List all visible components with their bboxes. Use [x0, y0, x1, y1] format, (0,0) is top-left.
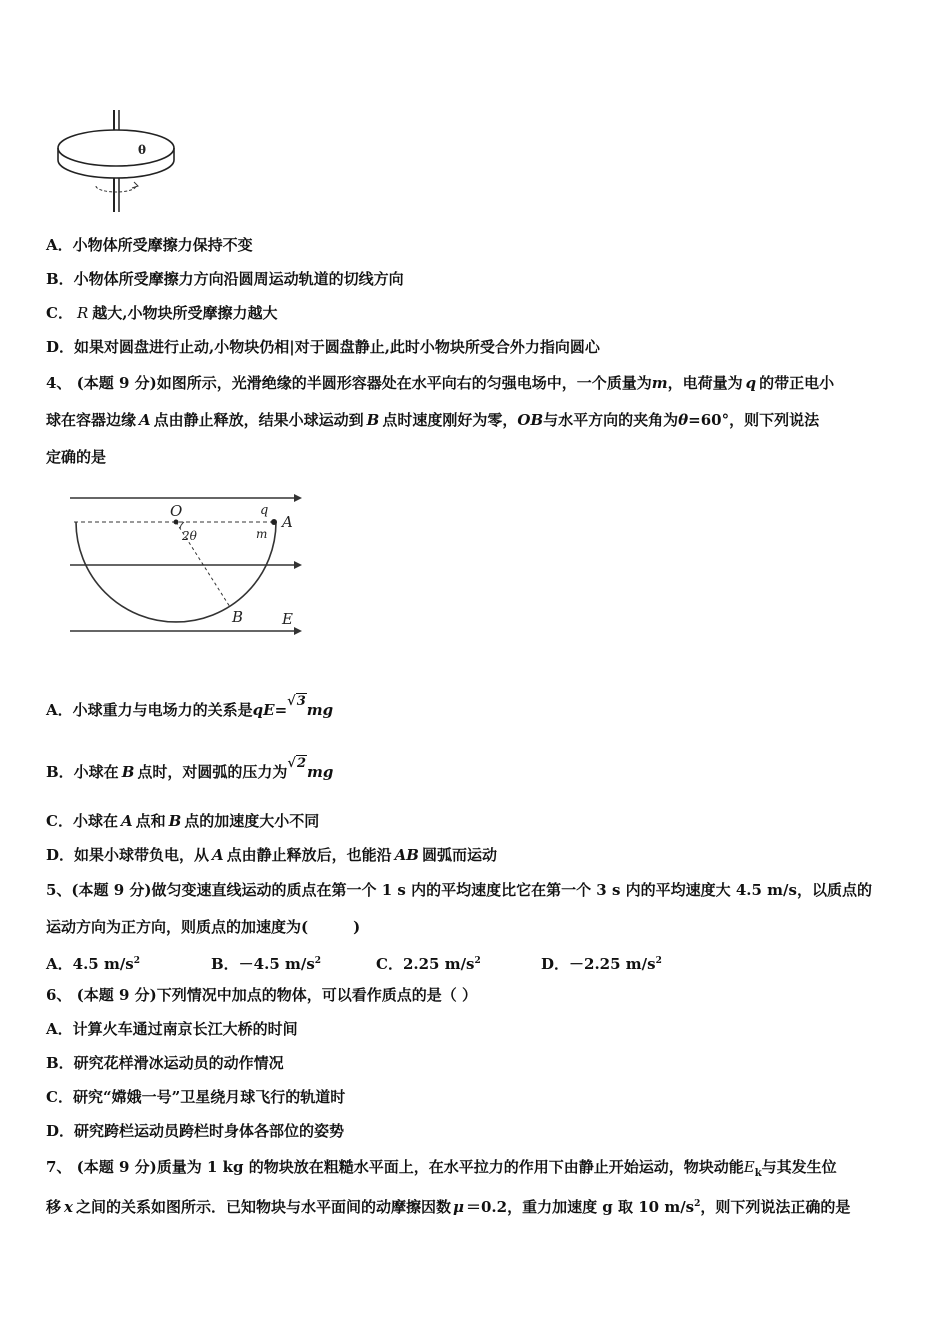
q3-option-a: A．小物体所受摩擦力保持不变 [46, 236, 253, 254]
q5-option-a: A．4.5 $m/s^2$ [46, 955, 141, 973]
q7-stem-line-2: 移 x 之间的关系如图所示．已知物块与水平面间的动摩擦因数 μ ＝0.2，重力加速度 g 取 10 $m/s^2$，则下列说法正确的是 [46, 1198, 851, 1216]
q4-stem-line-1: 4、 (本题 9 分)如图所示，光滑绝缘的半圆形容器处在水平向右的匀强电场中，一个质量为m，电荷量为 q 的带正电小 [46, 374, 835, 392]
semicircle-field-figure [62, 488, 312, 648]
q5-option-b: B．－4.5 $m/s^2$ [211, 955, 322, 973]
q3-option-b: B．小物体所受摩擦力方向沿圆周运动轨道的切线方向 [46, 270, 404, 288]
q3-option-c: C． R 越大,小物块所受摩擦力越大 [46, 304, 278, 322]
q5-option-c: C．2.25 $m/s^2$ [376, 955, 481, 973]
label-m: m [256, 527, 268, 541]
q5-option-d: D．－2.25 $m/s^2$ [541, 955, 662, 973]
disk-top [58, 130, 174, 166]
label-q: q [260, 503, 269, 518]
rotation-arrow [96, 186, 136, 192]
block-theta-label: θ [138, 143, 147, 157]
q6-option-a: A．计算火车通过南京长江大桥的时间 [46, 1020, 298, 1038]
q4-option-b: B．小球在 B 点时，对圆弧的压力为√2mg [46, 756, 334, 781]
label-o: O [170, 502, 183, 520]
rotating-disk-figure [50, 108, 180, 218]
label-angle: 2θ [182, 529, 197, 543]
q4-stem-line-2: 球在容器边缘 A 点由静止释放，结果小球运动到 B 点时速度刚好为零，OB与水平方向的夹角为θ=60°，则下列说法 [46, 411, 820, 429]
q4-option-c: C．小球在 A 点和 B 点的加速度大小不同 [46, 812, 320, 830]
q6-stem: 6、 (本题 9 分)下列情况中加点的物体，可以看作质点的是（ ） [46, 986, 477, 1004]
q5-stem-line-2: 运动方向为正方向，则质点的加速度为( ) [46, 918, 361, 936]
point-a-dot [271, 519, 277, 525]
q6-option-c: C．研究“嫦娥一号”卫星绕月球飞行的轨道时 [46, 1088, 346, 1106]
semicircle-arc [76, 522, 276, 622]
q6-option-b: B．研究花样滑冰运动员的动作情况 [46, 1054, 284, 1072]
q4-option-d: D．如果小球带负电，从 A 点由静止释放后，也能沿 AB 圆弧而运动 [46, 846, 498, 864]
q7-stem-line-1: 7、 (本题 9 分)质量为 1 kg 的物块放在粗糙水平面上，在水平拉力的作用下由静止开始运动，物块动能$E_k$与其发生位 [46, 1158, 837, 1179]
q4-stem-line-3: 定确的是 [46, 448, 107, 466]
center-o-dot [174, 520, 179, 525]
q6-option-d: D．研究跨栏运动员跨栏时身体各部位的姿势 [46, 1122, 345, 1140]
label-e: E [282, 610, 293, 628]
q3-option-d: D．如果对圆盘进行止动,小物块仍相|对于圆盘静止,此时小物块所受合外力指向圆心 [46, 338, 600, 356]
q4-option-a: A．小球重力与电场力的关系是qE=√3mg [46, 694, 334, 719]
q5-stem-line-1: 5、(本题 9 分)做匀变速直线运动的质点在第一个 1 s 内的平均速度比它在第一个 3 s 内的平均速度大 4.5 m/s，以质点的 [46, 881, 872, 899]
label-b: B [232, 608, 244, 626]
label-a: A [282, 513, 293, 531]
